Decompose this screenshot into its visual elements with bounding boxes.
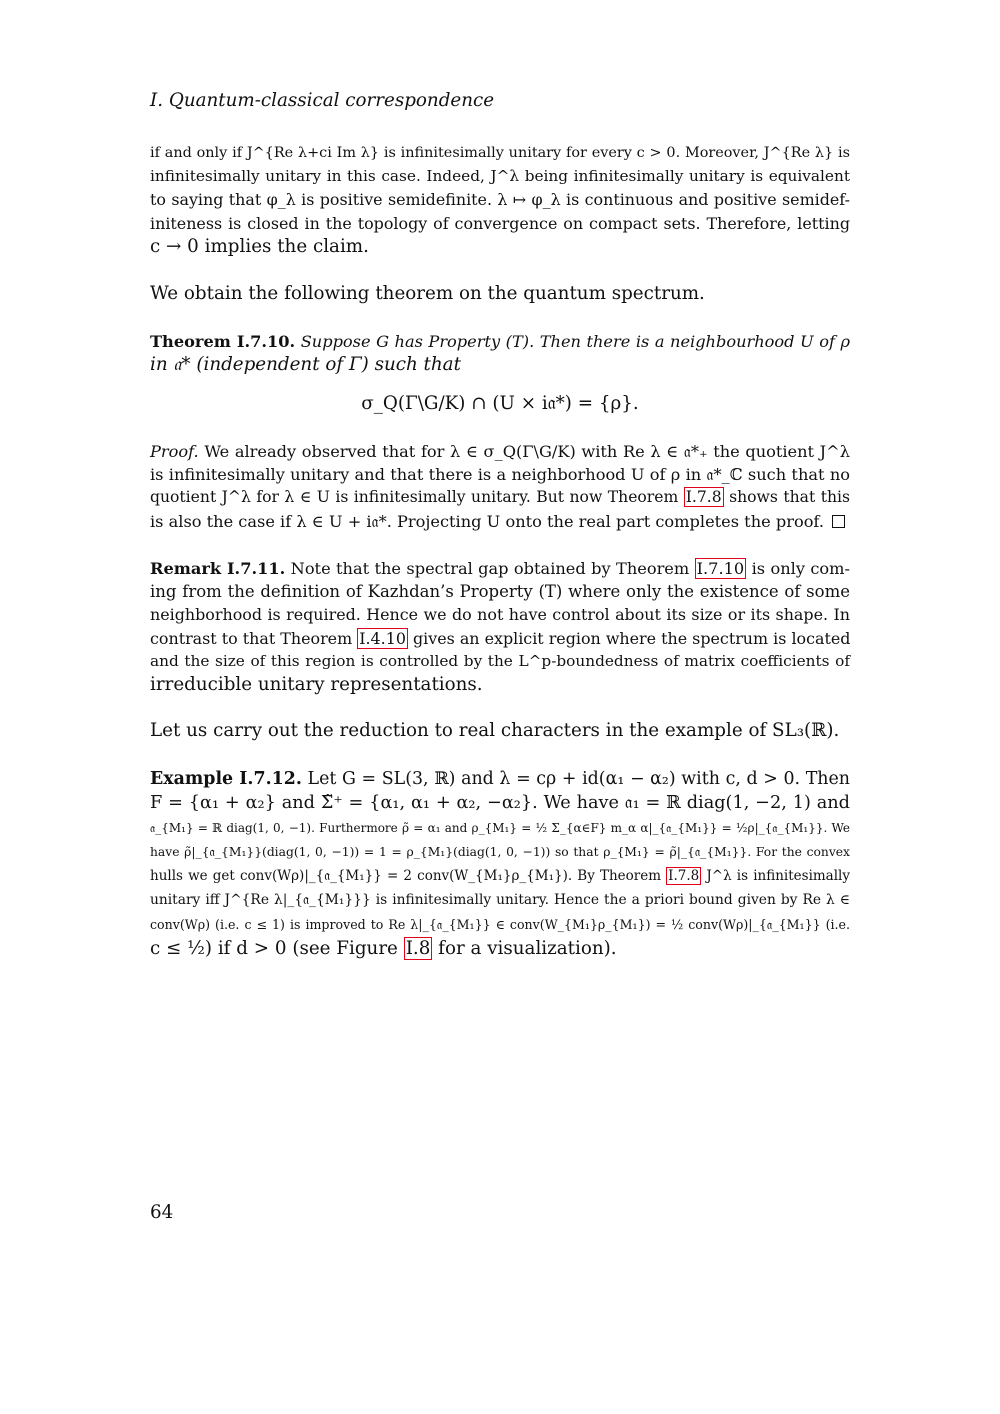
text-line: 𝔞_{M₁} = ℝ diag(1, 0, −1). Furthermore ρ̃ = α₁ and ρ_{M₁} = ½ Σ_{α∈F} m_α α|_{𝔞_{M₁}} = ½ρ|_{𝔞_{M₁}}. We xyxy=(150,820,850,835)
text-line: hulls we get conv(Wρ)|_{𝔞_{M₁}} = 2 conv(W_{M₁}ρ_{M₁}). By Theorem xyxy=(150,868,667,885)
paragraph-lead xyxy=(150,719,850,742)
text-line: We already observed that for λ ∈ σ_Q(Γ\G/K) with Re λ ∈ 𝔞*₊ the quotient J^λ xyxy=(198,442,850,461)
theorem-link[interactable]: I.7.8 xyxy=(668,868,700,885)
text-line: quotient J^λ for λ ∈ U is infinitesimally unitary. But now Theorem xyxy=(150,488,684,507)
text-line: initeness is closed in the topology of convergence on compact sets. Therefore, letting xyxy=(150,213,850,233)
text-line: ing from the definition of Kazhdan’s Property (T) where only the existence of some xyxy=(150,582,850,602)
text-line: Let G = SL(3, ℝ) and λ = cρ + id(α₁ − α₂) with c, d > 0. Then xyxy=(301,769,850,789)
theorem-text: Suppose G has Property (T). Then there is a neighbourhood U of ρ xyxy=(300,332,850,351)
text-line: Note that the spectral gap obtained by Theorem xyxy=(285,559,695,578)
text-line: to saying that φ_λ is positive semidefinite. λ ↦ φ_λ is continuous and positive semidef- xyxy=(150,190,850,210)
text-line: if and only if J^{Re λ+ci Im λ} is infinitesimally unitary for every c > 0. Moreover, J^{Re λ} is xyxy=(150,145,850,161)
text-line: is infinitesimally unitary and that there is a neighborhood U of ρ in 𝔞*_ℂ such that no xyxy=(150,465,850,485)
text-line: contrast to that Theorem xyxy=(150,628,358,648)
qed-icon xyxy=(832,515,845,528)
page-number: 64 xyxy=(150,1202,174,1223)
theorem-link[interactable]: I.4.10 xyxy=(359,628,406,648)
text-line: J^λ is infinitesimally xyxy=(701,868,850,885)
text-line: and the size of this region is controlled by the L^p-boundedness of matrix coefficients of xyxy=(150,651,850,670)
remark-label: Remark I.7.11. xyxy=(150,559,286,578)
text-line: irreducible unitary representations. xyxy=(150,674,483,696)
remark-block xyxy=(150,557,850,696)
proof-block xyxy=(150,440,850,533)
theorem-block xyxy=(150,330,850,376)
text-line: conv(Wρ) (i.e. c ≤ 1) is improved to Re λ|_{𝔞_{M₁}} ∈ conv(W_{M₁}ρ_{M₁}) = ½ conv(Wρ)|_{𝔞_{M₁}} (i.e. xyxy=(150,916,850,932)
running-head: I. Quantum-classical correspondence xyxy=(150,90,495,111)
text-line: infinitesimally unitary in this case. Indeed, J^λ being infinitesimally unitary is equivalent xyxy=(150,167,850,186)
text-line: c → 0 implies the claim. xyxy=(150,235,369,257)
text-line: F = {α₁ + α₂} and Σ̃⁺ = {α₁, α₁ + α₂, −α₂}. We have 𝔞₁ = ℝ diag(1, −2, 1) and xyxy=(150,793,850,814)
text-line: c ≤ ½) if d > 0 (see Figure xyxy=(150,938,404,960)
theorem-link[interactable]: I.7.10 xyxy=(696,559,745,578)
proof-label: Proof. xyxy=(150,442,199,461)
text-line: We obtain the following theorem on the quantum spectrum. xyxy=(150,283,705,304)
text-line: neighborhood is required. Hence we do not have control about its size or its shape. In xyxy=(150,605,850,625)
figure-link[interactable]: I.8 xyxy=(405,938,431,960)
theorem-link[interactable]: I.7.8 xyxy=(685,488,722,507)
theorem-label: Theorem I.7.10. xyxy=(150,332,296,351)
display-equation: σ_Q(Γ\G/K) ∩ (U × i𝔞*) = {ρ}. xyxy=(361,393,639,414)
example-label: Example I.7.12. xyxy=(150,769,302,789)
theorem-text: in 𝔞* (independent of Γ) such that xyxy=(150,354,461,376)
paragraph-continuation xyxy=(150,142,850,258)
text-line: is only com- xyxy=(746,559,850,578)
paragraph-intro xyxy=(150,282,850,305)
text-line: is also the case if λ ∈ U + i𝔞*. Projecting U onto the real part completes the proof. xyxy=(150,511,824,531)
text-line: unitary iff J^{Re λ|_{𝔞_{M₁}}} is infinitesimally unitary. Hence the a priori bound given by Re λ ∈ xyxy=(150,892,850,909)
text-line: for a visualization). xyxy=(432,938,617,960)
text-line: Let us carry out the reduction to real characters in the example of SL₃(ℝ). xyxy=(150,720,840,741)
text-line: shows that this xyxy=(723,488,850,507)
text-line: gives an explicit region where the spectrum is located xyxy=(407,628,851,648)
text-line: have ρ̃|_{𝔞_{M₁}}(diag(1, 0, −1)) = 1 = ρ_{M₁}(diag(1, 0, −1)) so that ρ_{M₁} = ρ̃|_{𝔞_{M₁}}. For the convex xyxy=(150,844,850,859)
example-block xyxy=(150,767,850,961)
